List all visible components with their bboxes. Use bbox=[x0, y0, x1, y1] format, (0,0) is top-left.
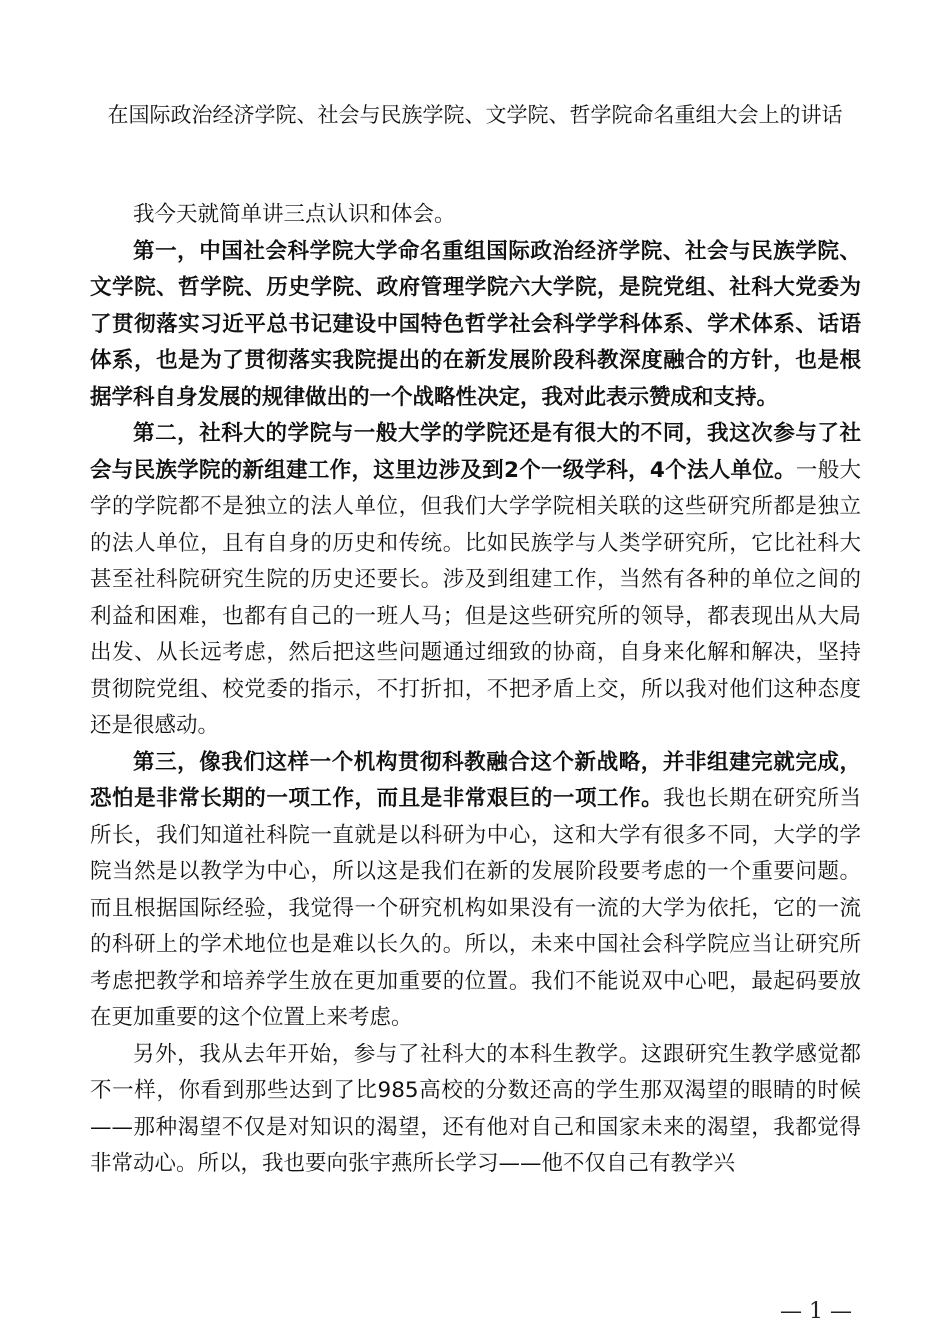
page-number: — 1 — bbox=[780, 1299, 852, 1324]
paragraph-3 bbox=[90, 416, 861, 745]
paragraph-1-text: 我今天就简单讲三点认识和体会。 bbox=[133, 202, 456, 227]
document-title: 在国际政治经济学院、社会与民族学院、文学院、哲学院命名重组大会上的讲话 bbox=[107, 103, 843, 127]
paragraph-4 bbox=[90, 745, 861, 1037]
paragraph-3-bold: 第二，社科大的学院与一般大学的学院还是有很大的不同，我这次参与了社会与民族学院的新组建工作，这里边涉及到2个一级学科，4个法人单位。 bbox=[90, 421, 861, 483]
paragraph-2-bold: 第一，中国社会科学院大学命名重组国际政治经济学院、社会与民族学院、文学院、哲学院、历史学院、政府管理学院六大学院，是院党组、社科大党委为了贯彻落实习近平总书记建设中国特色哲学社会科学学科体系、学术体系、话语体系，也是为了贯彻落实我院提出的在新发展阶段科教深度融合的方针，也是根据学科自身发展的规律做出的一个战略性决定，我对此表示赞成和支持。 bbox=[90, 238, 861, 410]
document-body bbox=[90, 197, 861, 1183]
paragraph-4-text: 我也长期在研究所当所长，我们知道社科院一直就是以科研为中心，这和大学有很多不同，大学的学院当然是以教学为中心，所以这是我们在新的发展阶段要考虑的一个重要问题。而且根据国际经验，我觉得一个研究机构如果没有一流的大学为依托，它的一流的科研上的学术地位也是难以长久的。所以，未来中国社会科学院应当让研究所考虑把教学和培养学生放在更加重要的位置。我们不能说双中心吧，最起码要放在更加重要的这个位置上来考虑。 bbox=[90, 786, 861, 1030]
paragraph-3-text: 一般大学的学院都不是独立的法人单位，但我们大学学院相关联的这些研究所都是独立的法人单位，且有自身的历史和传统。比如民族学与人类学研究所，它比社科大甚至社科院研究生院的历史还要长。涉及到组建工作，当然有各种的单位之间的利益和困难，也都有自己的一班人马；但是这些研究所的领导，都表现出从大局出发、从长远考虑，然后把这些问题通过细致的协商，自身来化解和解决，坚持贯彻院党组、校党委的指示，不打折扣，不把矛盾上交，所以我对他们这种态度还是很感动。 bbox=[90, 457, 861, 738]
paragraph-2 bbox=[90, 234, 861, 417]
paragraph-5-text: 另外，我从去年开始，参与了社科大的本科生教学。这跟研究生教学感觉都不一样，你看到那些达到了比985高校的分数还高的学生那双渴望的眼睛的时候——那种渴望不仅是对知识的渴望，还有他对自己和国家未来的渴望，我都觉得非常动心。所以，我也要向张宇燕所长学习——他不仅自己有教学兴 bbox=[90, 1041, 861, 1176]
paragraph-5 bbox=[90, 1037, 861, 1183]
paragraph-1 bbox=[90, 197, 861, 234]
paragraph-4-bold: 第三，像我们这样一个机构贯彻科教融合这个新战略，并非组建完就完成，恐怕是非常长期的一项工作，而且是非常艰巨的一项工作。 bbox=[90, 749, 861, 811]
